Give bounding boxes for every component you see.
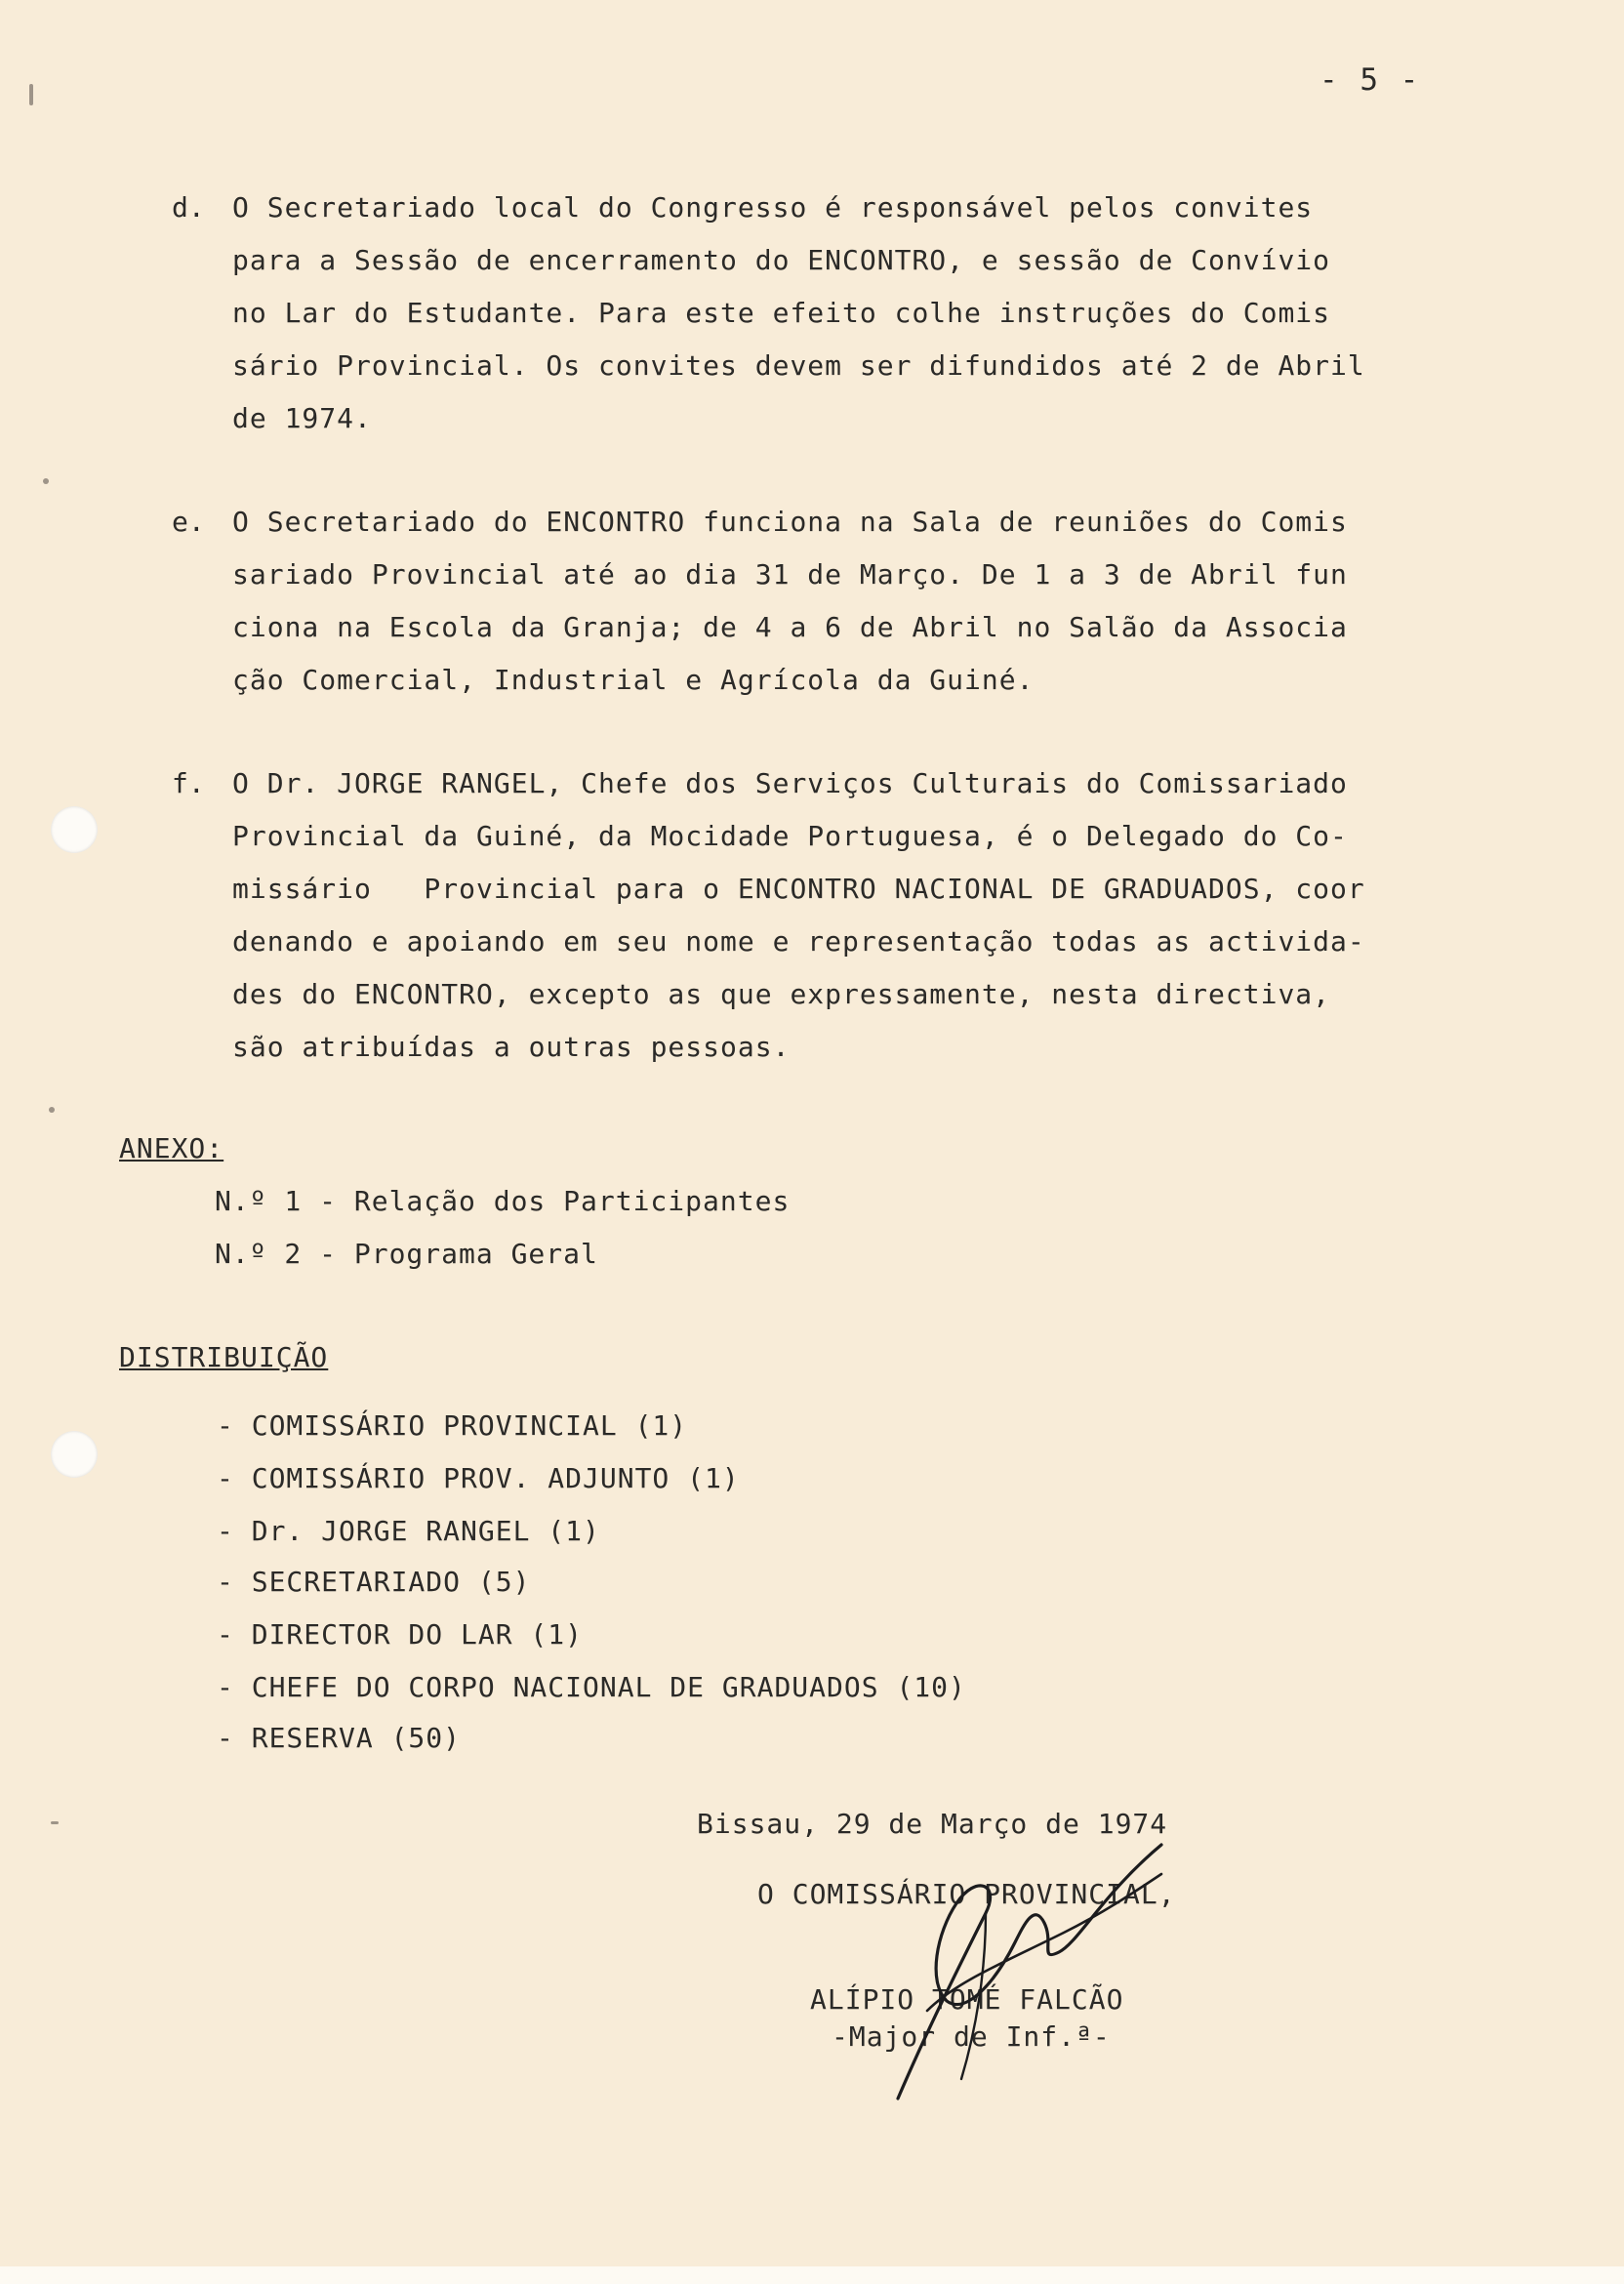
margin-mark [29, 84, 33, 105]
signatory-name: ALÍPIO TOMÉ FALCÃO [810, 1983, 1124, 2016]
paragraph-letter: f. [172, 767, 205, 799]
distribution-item: - RESERVA (50) [217, 1722, 462, 1754]
paragraph-line: sário Provincial. Os convites devem ser difundidos até 2 de Abril [232, 349, 1365, 382]
page-number: - 5 - [1320, 62, 1421, 98]
anexo-heading: ANEXO: [119, 1132, 224, 1164]
paragraph-line: no Lar do Estudante. Para este efeito colhe instruções do Comis [232, 297, 1331, 329]
distribution-item: - DIRECTOR DO LAR (1) [217, 1618, 584, 1651]
paragraph-line: ciona na Escola da Granja; de 4 a 6 de Abril no Salão da Associa [232, 611, 1348, 643]
margin-mark [51, 1821, 59, 1824]
paragraph-line: para a Sessão de encerramento do ENCONTRO, e sessão de Convívio [232, 244, 1331, 276]
signatory-rank: -Major de Inf.ª- [832, 2020, 1111, 2053]
paragraph-line: de 1974. [232, 402, 372, 434]
margin-mark [49, 1107, 55, 1113]
distribution-item: - COMISSÁRIO PROV. ADJUNTO (1) [217, 1462, 740, 1494]
distribution-item: - Dr. JORGE RANGEL (1) [217, 1515, 600, 1547]
punch-hole-bottom [51, 1431, 98, 1478]
paragraph-line: denando e apoiando em seu nome e representação todas as activida- [232, 925, 1365, 958]
paragraph-line: sariado Provincial até ao dia 31 de Março. De 1 a 3 de Abril fun [232, 558, 1348, 591]
paragraph-line: O Dr. JORGE RANGEL, Chefe dos Serviços Culturais do Comissariado [232, 767, 1348, 799]
paragraph-line: são atribuídas a outras pessoas. [232, 1031, 791, 1063]
distribution-item: - SECRETARIADO (5) [217, 1566, 531, 1598]
paragraph-line: ção Comercial, Industrial e Agrícola da Guiné. [232, 664, 1035, 696]
paragraph-line: missário Provincial para o ENCONTRO NACIONAL DE GRADUADOS, coor [232, 873, 1365, 905]
punch-hole-top [51, 806, 98, 853]
signatory-title: O COMISSÁRIO PROVINCIAL, [757, 1878, 1176, 1910]
anexo-item: N.º 2 - Programa Geral [215, 1238, 598, 1270]
margin-mark [43, 478, 49, 484]
distribution-item: - COMISSÁRIO PROVINCIAL (1) [217, 1409, 688, 1442]
paragraph-line: O Secretariado local do Congresso é responsável pelos convites [232, 191, 1314, 224]
handwritten-signature [869, 1835, 1181, 2118]
paragraph-line: des do ENCONTRO, excepto as que expressamente, nesta directiva, [232, 978, 1331, 1010]
place-date: Bissau, 29 de Março de 1974 [697, 1808, 1168, 1840]
anexo-item: N.º 1 - Relação dos Participantes [215, 1185, 791, 1217]
paragraph-line: O Secretariado do ENCONTRO funciona na Sala de reuniões do Comis [232, 506, 1348, 538]
paragraph-line: Provincial da Guiné, da Mocidade Portuguesa, é o Delegado do Co- [232, 820, 1348, 852]
distribution-item: - CHEFE DO CORPO NACIONAL DE GRADUADOS (10) [217, 1671, 966, 1703]
distribuicao-heading: DISTRIBUIÇÃO [119, 1341, 329, 1373]
paragraph-letter: e. [172, 506, 205, 538]
paragraph-letter: d. [172, 191, 205, 224]
